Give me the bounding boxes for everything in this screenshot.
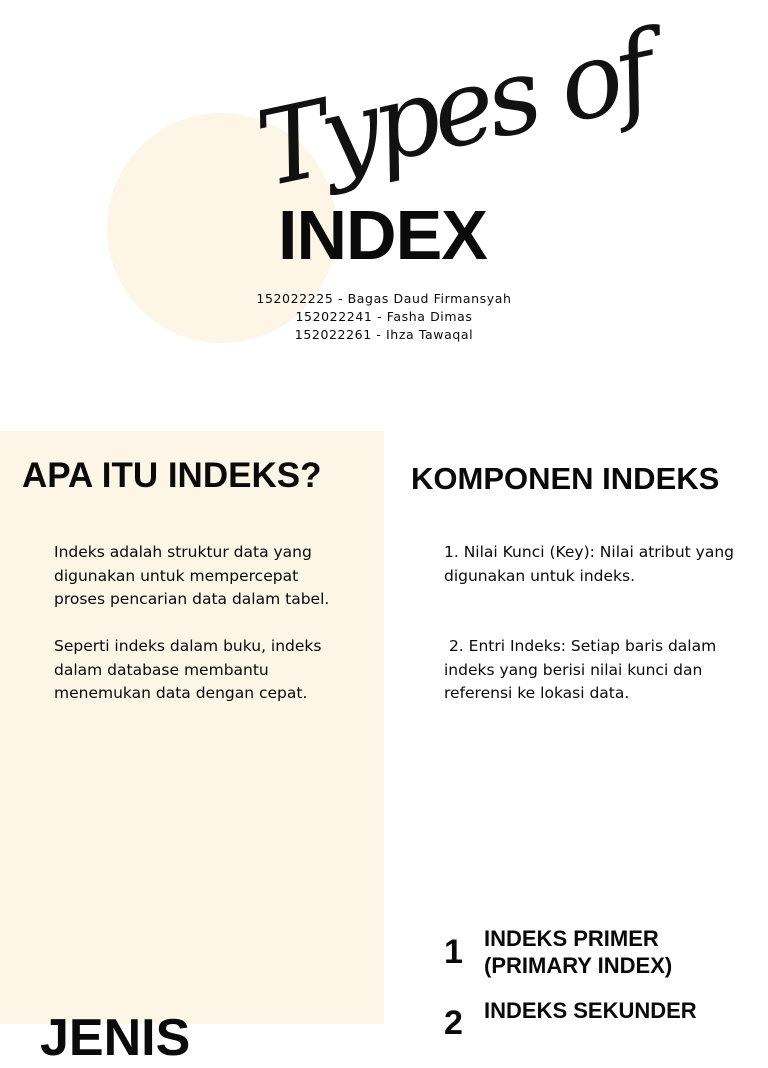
type-number: 1 [444, 933, 463, 971]
component-text: 1. Nilai Kunci (Key): Nilai atribut yang digunakan untuk indeks. [444, 543, 734, 585]
definition-paragraph: Indeks adalah struktur data yang digunakan untuk mempercepat proses pencarian data dalam tabel. [54, 543, 330, 608]
section-heading-jenis: JENIS [40, 1009, 191, 1067]
component-item [444, 541, 744, 588]
section-heading-apa-itu-indeks: APA ITU INDEKS? [22, 456, 322, 495]
definition-text [54, 541, 354, 706]
section-heading-komponen-indeks: KOMPONEN INDEKS [411, 461, 720, 496]
type-label [484, 925, 672, 979]
author-line: 152022225 - Bagas Daud Firmansyah [256, 291, 512, 306]
author-line: 152022261 - Ihza Tawaqal [294, 327, 474, 342]
definition-paragraph: Seperti indeks dalam buku, indeks dalam database membantu menemukan data dengan cepat. [54, 637, 322, 702]
script-title: Types of [247, 9, 660, 211]
author-line: 152022241 - Fasha Dimas [295, 309, 473, 324]
author-list [200, 290, 568, 344]
type-label [484, 997, 697, 1024]
type-label-line: INDEKS PRIMER [484, 926, 659, 951]
left-panel-background [0, 431, 384, 1024]
type-label-line: INDEKS SEKUNDER [484, 998, 697, 1023]
type-number: 2 [444, 1004, 463, 1042]
type-label-line: (PRIMARY INDEX) [484, 953, 673, 978]
component-item [444, 635, 744, 706]
component-text: 2. Entri Indeks: Setiap baris dalam indeks yang berisi nilai kunci dan referensi ke lokasi data. [444, 637, 722, 702]
page-title: INDEX [278, 196, 487, 274]
